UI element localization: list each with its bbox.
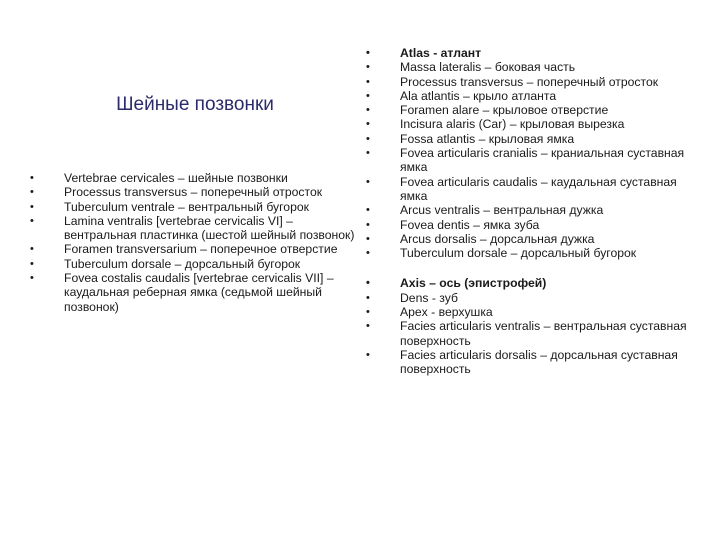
list-item: • Processus transversus – поперечный отросток <box>30 185 360 199</box>
list-item: • Tuberculum dorsale – дорсальный бугорок <box>30 257 360 271</box>
list-item: • Tuberculum ventrale – вентральный бугорок <box>30 200 360 214</box>
list-item: • Facies articularis ventralis – вентральная суставная поверхность <box>366 319 706 348</box>
axis-heading-item: • Axis – ось (эпистрофей) <box>366 276 706 290</box>
list-item: • Processus transversus – поперечный отросток <box>366 75 706 89</box>
list-item: • Fovea articularis cranialis – краниальная суставная ямка <box>366 146 706 175</box>
atlas-axis-list <box>366 46 706 377</box>
list-item: • Fovea articularis caudalis – каудальная суставная ямка <box>366 175 706 204</box>
list-item: • Dens - зуб <box>366 291 706 305</box>
list-item: • Tuberculum dorsale – дорсальный бугорок <box>366 246 706 260</box>
list-item: • Apex - верхушка <box>366 305 706 319</box>
cervical-vertebrae-list <box>30 171 360 314</box>
list-item: • Facies articularis dorsalis – дорсальная суставная поверхность <box>366 348 706 377</box>
slide-title: Шейные позвонки <box>116 94 274 115</box>
list-item: • Arcus ventralis – вентральная дужка <box>366 203 706 217</box>
list-item: • Fovea dentis – ямка зуба <box>366 218 706 232</box>
list-item: • Vertebrae cervicales – шейные позвонки <box>30 171 360 185</box>
list-item: • Incisura alaris (Car) – крыловая вырезка <box>366 117 706 131</box>
list-item: • Fossa atlantis – крыловая ямка <box>366 132 706 146</box>
list-item: • Foramen transversarium – поперечное отверстие <box>30 242 360 256</box>
list-item: • Ala atlantis – крыло атланта <box>366 89 706 103</box>
atlas-heading-item: • Atlas - атлант <box>366 46 706 60</box>
list-item: • Massa lateralis – боковая часть <box>366 60 706 74</box>
list-item: • Arcus dorsalis – дорсальная дужка <box>366 232 706 246</box>
list-item: • Fovea costalis caudalis [vertebrae cervicalis VII] – каудальная реберная ямка (седьмой шейный позвонок) <box>30 271 360 314</box>
list-item: • Foramen alare – крыловое отверстие <box>366 103 706 117</box>
list-item: • Lamina ventralis [vertebrae cervicalis VI] – вентральная пластинка (шестой шейный позвонок) <box>30 214 360 243</box>
